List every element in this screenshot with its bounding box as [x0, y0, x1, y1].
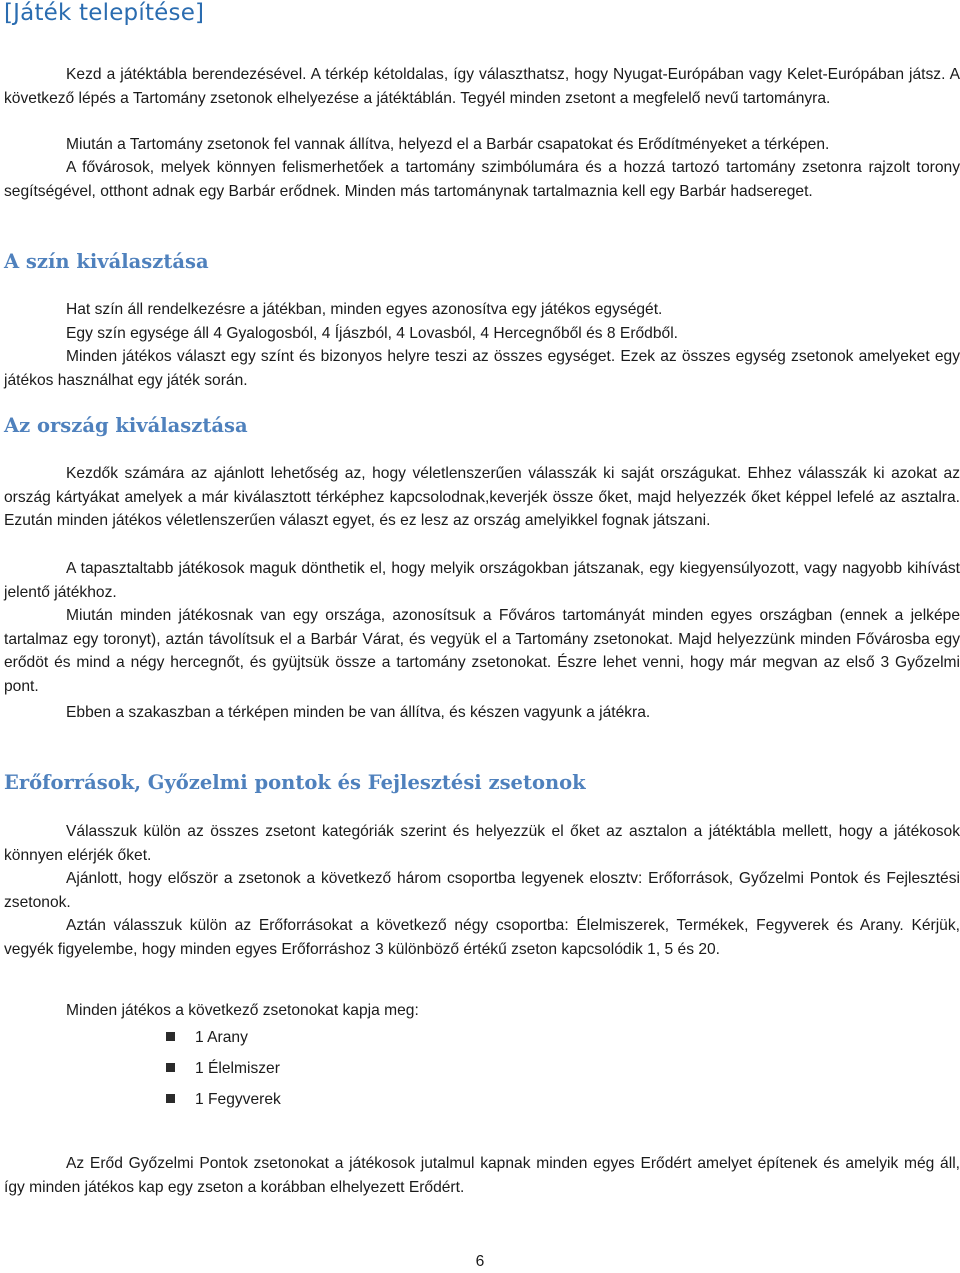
color-paragraph-3: Minden játékos választ egy színt és bizonyos helyre teszi az összes egységet. Ezek az összes egység zsetonok amelyeket egy játékos használhat egy játék során.: [4, 348, 960, 389]
intro-paragraph-2: Miután a Tartomány zsetonok fel vannak állítva, helyezd el a Barbár csapatokat és Erődítményeket a térképen.: [66, 136, 830, 153]
resources-paragraph-1: Válasszuk külön az összes zsetont kategóriák szerint és helyezzük el őket az asztalon a játéktábla mellett, hogy a játékosok könnyen elérjék őket.: [4, 823, 960, 864]
square-bullet-icon: [166, 1063, 175, 1072]
intro-paragraph-1: Kezd a játéktábla berendezésével. A térkép kétoldalas, így választhatsz, hogy Nyugat-Európában vagy Kelet-Európában játsz. A következő lépés a Tartomány zsetonok elhelyezése a játéktáblán. Tegyél minden zsetont a megfelelő nevű tartományra.: [4, 66, 960, 107]
token-list: [0, 1026, 960, 1119]
square-bullet-icon: [166, 1032, 175, 1041]
country-paragraph-3: Miután minden játékosnak van egy országa, azonosítsuk a Főváros tartományát minden egyes országban (ennek a jelképe tartalmaz egy toronyt), aztán távolítsuk el a Barbár Várat, és vegyük el a Tartomány zsetonokat. Majd helyezzünk minden Fővárosba egy erődöt és mind a négy hercegnőt, és gyüjtsük össze a tartomány zsetonokat. Észre lehet venni, hogy már megvan az első 3 Győzelmi pont.: [4, 607, 960, 695]
resources-paragraph-3: Aztán válasszuk külön az Erőforrásokat a következő négy csoportba: Élelmiszerek, Termékek, Fegyverek és Arany. Kérjük, vegyék figyelembe, hogy minden egyes Erőforráshoz 3 különböző értékű zseton kapcsolódik 1, 5 és 20.: [4, 917, 960, 958]
intro-paragraph-3: A fővárosok, melyek könnyen felismerhetőek a tartomány szimbólumára és a hozzá tartozó tartomány zsetonra rajzolt torony segítségével, otthont adnak egy Barbár erődnek. Minden más tartománynak tartalmaznia kell egy Barbár hadsereget.: [4, 159, 960, 200]
page-title: [Játék telepítése]: [4, 0, 205, 26]
list-item: 1 Élelmiszer: [0, 1057, 960, 1088]
country-paragraph-4: Ebben a szakaszban a térképen minden be van állítva, és készen vagyunk a játékra.: [66, 704, 651, 721]
color-paragraph-1: Hat szín áll rendelkezésre a játékban, minden egyes azonosítva egy játékos egységét.: [66, 301, 663, 318]
square-bullet-icon: [166, 1094, 175, 1103]
list-item: 1 Arany: [0, 1026, 960, 1057]
list-item: 1 Fegyverek: [0, 1088, 960, 1119]
closing-paragraph: Az Erőd Győzelmi Pontok zsetonokat a játékosok jutalmul kapnak minden egyes Erődért amelyet építenek és amelyik még áll, így minden játékos kap egy zseton a korábban elhelyezett Erődért.: [4, 1155, 960, 1196]
section-heading-resources: Erőforrások, Győzelmi pontok és Fejlesztési zsetonok: [4, 771, 586, 794]
section-heading-color: A szín kiválasztása: [4, 250, 209, 273]
resources-paragraph-2: Ajánlott, hogy először a zsetonok a következő három csoportba legyenek elosztv: Erőforrások, Győzelmi Pontok és Fejlesztési zsetonok.: [4, 870, 960, 911]
country-paragraph-1: Kezdők számára az ajánlott lehetőség az, hogy véletlenszerűen válasszák ki saját országukat. Ehhez válasszák ki azokat az ország kártyákat amelyek a már kiválasztott térképhez kapcsolodnak,keverjék össze őket, majd helyezzék őket képpel lefelé az asztalra. Ezután minden játékos véletlenszerűen választ egyet, és ez lesz az ország amelyikkel fognak játszani.: [4, 465, 960, 530]
color-paragraph-2: Egy szín egysége áll 4 Gyalogosból, 4 Íjászból, 4 Lovasból, 4 Hercegnőből és 8 Erődből.: [66, 325, 678, 342]
section-heading-country: Az ország kiválasztása: [4, 414, 248, 437]
page-number: 6: [475, 1253, 485, 1270]
list-intro: Minden játékos a következő zsetonokat kapja meg:: [66, 1002, 419, 1019]
country-paragraph-2: A tapasztaltabb játékosok maguk dönthetik el, hogy melyik országokban játszanak, egy kiegyensúlyozott, vagy nagyobb kihívást jelentő játékhoz.: [4, 560, 960, 601]
